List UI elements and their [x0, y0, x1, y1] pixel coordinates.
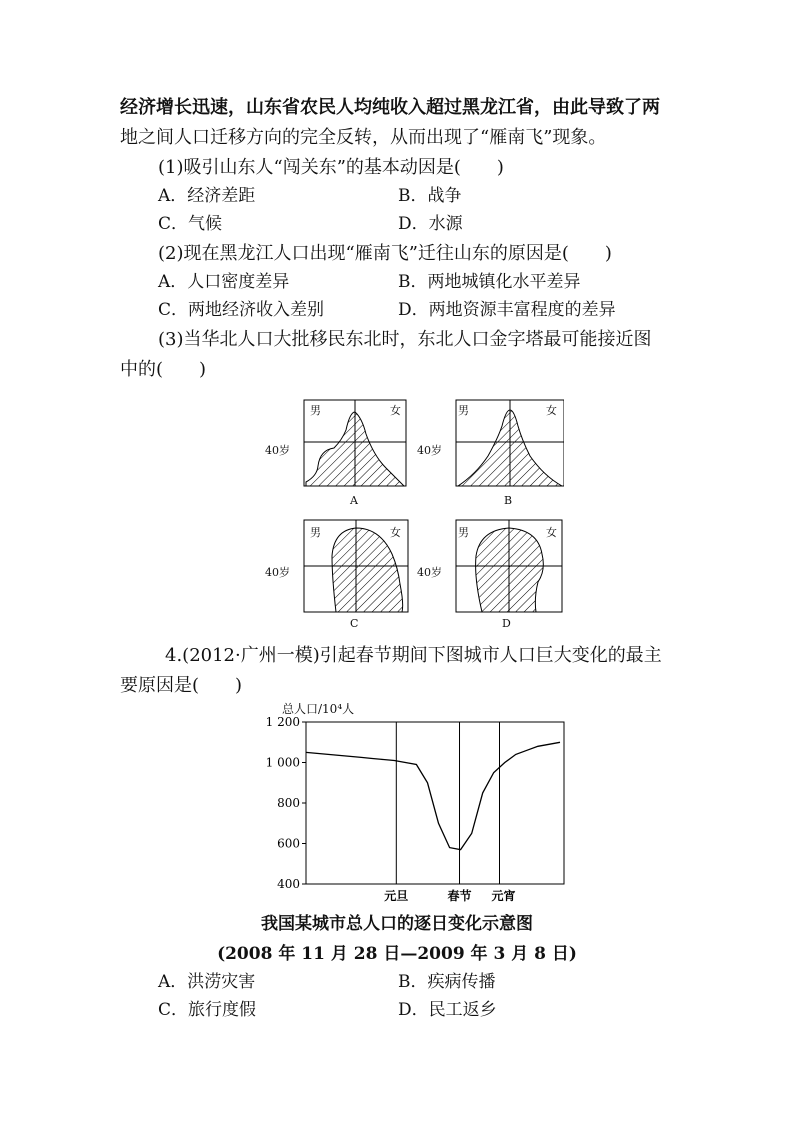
- q2-option-d[interactable]: D．两地资源丰富程度的差异: [398, 300, 616, 320]
- q1-stem: (1)吸引山东人“闯关东”的基本动因是( ): [158, 157, 504, 178]
- pyramid-d-age: 40岁: [417, 566, 442, 579]
- pyramid-c-label: C: [350, 617, 359, 630]
- q1-option-a[interactable]: A．经济差距: [158, 186, 256, 206]
- series-line: [306, 742, 560, 849]
- pyramid-a-female: 女: [390, 404, 401, 417]
- q4-option-c[interactable]: C．旅行度假: [158, 1000, 257, 1020]
- marker-label: 元宵: [491, 889, 516, 903]
- pyramid-b-label: B: [504, 494, 513, 507]
- q4-option-d[interactable]: D．民工返乡: [398, 1000, 497, 1020]
- pyramid-a-label: A: [350, 494, 358, 507]
- intro-line-1: 经济增长迅速，山东省农民人均纯收入超过黑龙江省，由此导致了两: [120, 97, 660, 118]
- chart-plot: [260, 700, 580, 910]
- q1-option-b[interactable]: B．战争: [398, 186, 462, 206]
- pyramid-c-female: 女: [390, 526, 401, 539]
- pyramid-d-label: D: [502, 617, 511, 630]
- pyramid-a-age: 40岁: [265, 444, 290, 457]
- population-chart: [260, 700, 580, 910]
- pyramid-d-male: 男: [458, 526, 469, 539]
- y-tick-label: 1 000: [265, 755, 300, 770]
- y-tick-label: 400: [277, 877, 300, 891]
- q1-option-c[interactable]: C．气候: [158, 214, 223, 234]
- pyramid-d[interactable]: [414, 518, 564, 628]
- q1-option-d[interactable]: D．水源: [398, 214, 463, 234]
- q4-stem-line-2: 要原因是( ): [120, 675, 243, 696]
- y-tick-label: 600: [277, 836, 300, 851]
- q4-option-b[interactable]: B．疾病传播: [398, 972, 496, 992]
- pyramid-a-male: 男: [310, 404, 321, 417]
- pyramid-c[interactable]: [262, 518, 412, 628]
- y-tick-label: 1 200: [265, 715, 300, 729]
- chart-frame: [306, 722, 564, 884]
- pyramid-c-male: 男: [310, 526, 321, 539]
- q2-option-c[interactable]: C．两地经济收入差别: [158, 300, 325, 320]
- marker-label: 元旦: [384, 889, 409, 903]
- pyramid-b-male: 男: [458, 404, 469, 417]
- chart-ylabel: 总人口/10⁴人: [282, 702, 355, 716]
- pyramid-b-age: 40岁: [417, 444, 442, 457]
- q3-stem-line-2: 中的( ): [120, 359, 207, 380]
- marker-label: 春节: [447, 889, 472, 903]
- pyramid-d-female: 女: [546, 526, 557, 539]
- q2-option-a[interactable]: A．人口密度差异: [158, 272, 290, 292]
- intro-line-2: 地之间人口迁移方向的完全反转，从而出现了“雁南飞”现象。: [120, 127, 607, 148]
- pyramid-b[interactable]: [414, 398, 564, 508]
- q4-stem-line-1: 4.(2012·广州一模)引起春节期间下图城市人口巨大变化的最主: [165, 645, 662, 666]
- q4-option-a[interactable]: A．洪涝灾害: [158, 972, 256, 992]
- q2-stem: (2)现在黑龙江人口出现“雁南飞”迁往山东的原因是( ): [158, 243, 612, 264]
- q2-option-b[interactable]: B．两地城镇化水平差异: [398, 272, 581, 292]
- chart-subtitle: (2008 年 11 月 28 日—2009 年 3 月 8 日): [217, 944, 577, 964]
- pyramid-c-age: 40岁: [265, 566, 290, 579]
- q3-stem-line-1: (3)当华北人口大批移民东北时，东北人口金字塔最可能接近图: [158, 329, 652, 350]
- pyramid-a[interactable]: [262, 398, 412, 508]
- pyramid-b-female: 女: [546, 404, 557, 417]
- chart-title: 我国某城市总人口的逐日变化示意图: [261, 914, 533, 934]
- y-tick-label: 800: [277, 796, 300, 810]
